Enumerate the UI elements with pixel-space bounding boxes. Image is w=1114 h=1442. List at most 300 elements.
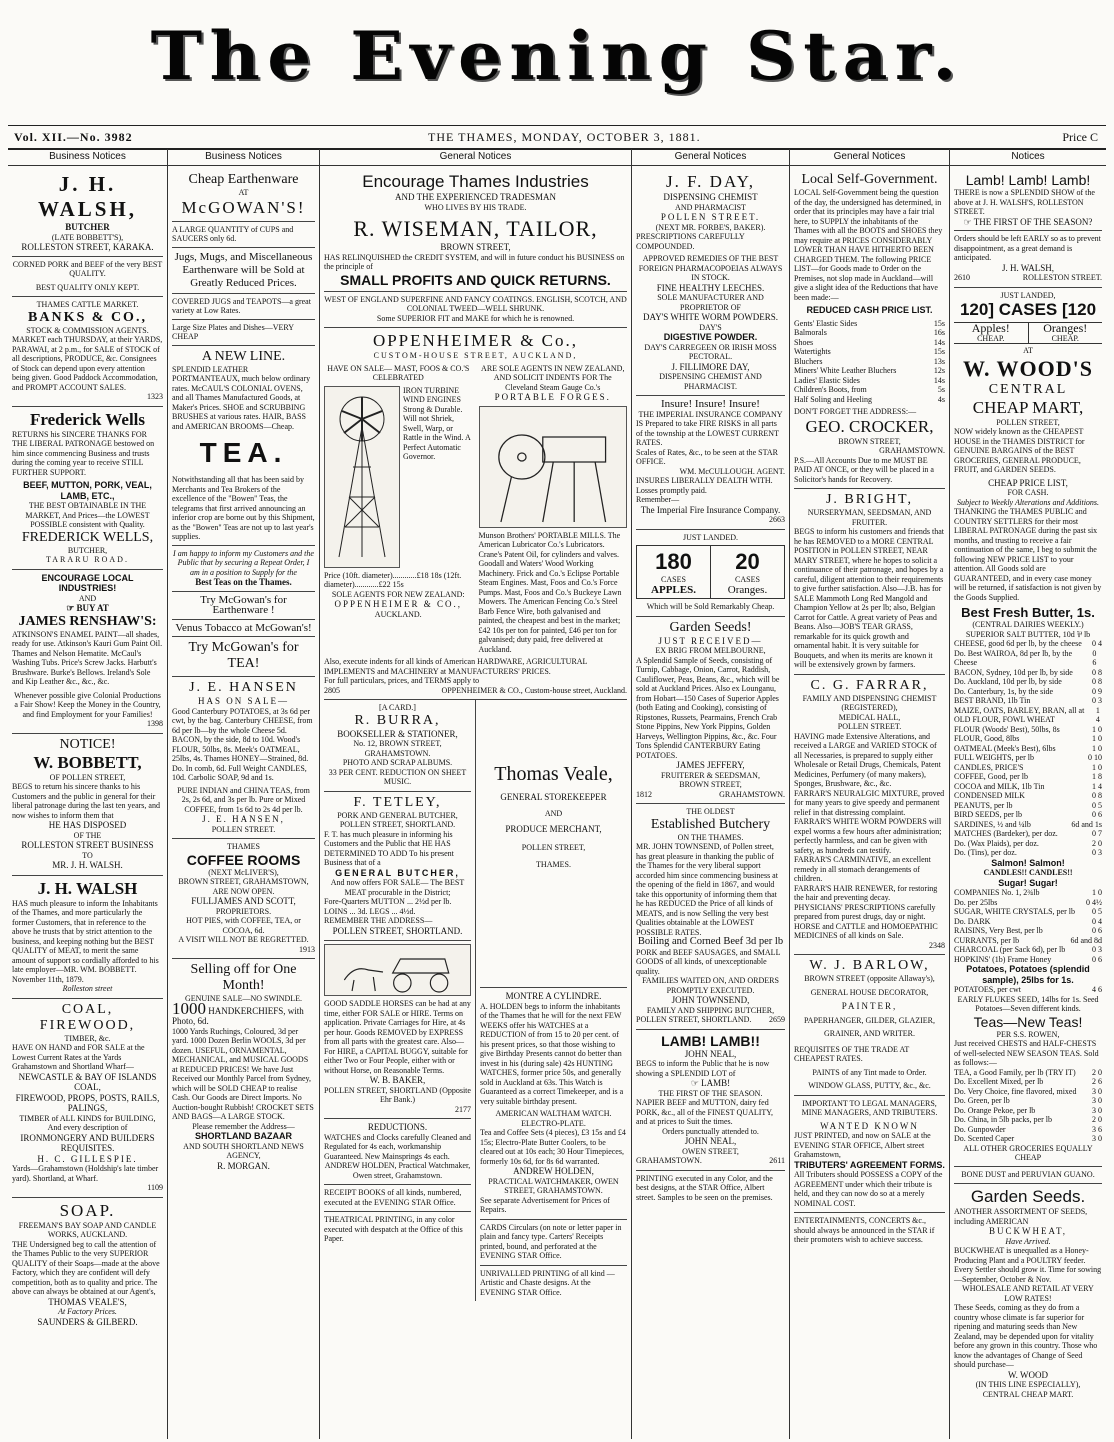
price-item: Do. (Tins), per doz. <box>954 848 1017 857</box>
price-value: 1 0 <box>1092 762 1102 772</box>
pointing-hand-icon: ☞ <box>963 216 974 227</box>
price-value: 0 3 <box>1092 848 1102 857</box>
ad-signature: J. H. WALSH, <box>1001 262 1055 273</box>
price-value: 0 4 <box>1092 639 1102 648</box>
ad-subtitle: NURSERYMAN, SEEDSMAN, AND FRUITER. <box>807 508 932 527</box>
ad-text: TIMBER of ALL KINDS for BUILDING, And every description of <box>19 1113 156 1132</box>
ad-body: IS Prepared to take FIRE RISKS in all parts of the township at the LOWEST CURRENT RATES. <box>636 419 779 447</box>
ad-text: See separate Advertisement for Prices of Repairs. <box>480 1195 610 1214</box>
ad-text: WHOLESALE AND RETAIL AT VERY LOW RATES! <box>962 1284 1094 1303</box>
price-row <box>954 1115 1102 1125</box>
ad-title: ENCOURAGE LOCAL INDUSTRIES! <box>41 572 134 593</box>
price-value: 2 0 <box>1092 1067 1102 1077</box>
price-item: OATMEAL (Meek's Best), 6lbs <box>954 743 1056 753</box>
ad-title: REDUCTIONS. <box>367 1122 428 1132</box>
ad-body: HAVING made Extensive Alterations, and received a LARGE and VARIED STOCK of all Necessaries, is prepared to supply either Wholesale or Retail Drugs, Chemicals, Patent Medicines, Perfumery (of many makers), Sponges, Brushware, &c., &c. <box>794 731 941 788</box>
ad-signature: OPPENHEIMER & CO., Custom-house street, Auckland. <box>441 685 627 695</box>
ad-hansen <box>172 677 315 839</box>
price-value: 1 0 <box>1092 724 1102 734</box>
ad-address: POLLEN STREET, SHORTLAND (Opposite Ehr Bank.) <box>324 1085 471 1104</box>
ad-text: 1000 <box>172 998 206 1018</box>
forge-icon <box>480 407 627 527</box>
ad-subtitle: CHEAP PRICE LIST, <box>988 477 1068 488</box>
ad-reductions <box>324 1119 471 1185</box>
ad-text: (IN THIS LINE ESPECIALLY), <box>975 1380 1081 1389</box>
ad-text: HOT PIES, with COFFEE, TEA, or COCOA, 6d. <box>186 916 301 935</box>
ad-text: SOLE AGENTS FOR NEW ZEALAND: <box>331 589 465 599</box>
ad-text: TO <box>82 850 93 860</box>
ad-address: BROWN STREET (opposite Allaway's), <box>804 974 935 983</box>
price-item: Watertights <box>794 347 831 356</box>
ad-subtitle: DISPENSING CHEMIST <box>663 192 758 202</box>
ad-text: FARRAR'S CARMINATIVE, an excellent remedy in all stomach derangements of children. <box>794 855 931 883</box>
price-row <box>954 706 1102 725</box>
ad-body: A LARGE QUANTITY of CUPS and SAUCERS only 6d. <box>172 224 294 243</box>
ad-title: SOAP. <box>59 1200 116 1220</box>
ad-coal <box>12 999 163 1198</box>
price-value: 0 9 <box>1092 686 1102 696</box>
ad-text: (CENTRAL DAIRIES WEEKLY.) <box>972 620 1084 629</box>
ad-wiseman <box>324 169 627 328</box>
ad-title: Cheap Earthenware <box>188 172 299 187</box>
ad-number: 2348 <box>929 940 945 950</box>
ad-signature: J. FILLIMORE DAY, <box>671 361 750 372</box>
ad-text: SUPERIOR SALT BUTTER, 10d ⅌ lb <box>965 629 1091 639</box>
ad-text: BUTCHER, <box>67 545 108 555</box>
ad-walsh-2 <box>12 876 163 999</box>
ad-text: THE FIRST OF THE SEASON. <box>658 1088 763 1098</box>
ad-body: BEGS to inform his customers and friends that he has REMOVED to a MORE CENTRAL POSITION in POLLEN STREET, NEAR MARY STREET, where he hopes to solicit a continuance of their patronage, and hopes by a careful, diligent attention to their requirements to give further satisfaction. Also—J.B. has for SALE Mammoth Long Red Mangold and Champion Yellow at 2s per lb; also, Belgian Carrot for Cattle. A great variety of Peas and Beans. Also—JOB'S TEAR GRASS, remarkable for its quick growth and ornamental habit. It is very suitable for Bouquets, and when its merits are known it will be extensively grown by farmers. <box>794 527 944 669</box>
price-item: Half Soling and Heeling <box>794 394 872 404</box>
ad-title: Insure! Insure! Insure! <box>661 398 760 410</box>
ad-text: Boiling and Corned Beef 3d per lb <box>637 936 784 947</box>
pointing-hand-icon: ☞ <box>690 1078 702 1088</box>
ad-renshaw <box>12 570 163 734</box>
price-item: COMPANIES No. 1, 2¾lb <box>954 888 1040 897</box>
ad-title: McGOWAN'S! <box>181 197 306 217</box>
sugar-price-list <box>954 888 1102 964</box>
ad-body: MARKET each THURSDAY, at their YARDS, PARAWAI, at 2 p.m., for SALE of STOCK of all descriptions, PRODUCE, &c. Consignees of Stock can depend upon every attention being given. Good Paddock Accommodation, and PROMPT ACCOUNT SALES. <box>12 335 163 392</box>
ad-text: FARRAR'S WHITE WORM POWDERS will expel worms a few hours after administration; perfectly harmless, and can be given with safety, as hundreds can testify. <box>794 817 942 855</box>
price-item: Bluchers <box>794 356 823 366</box>
ad-signature: OPPENHEIMER & CO., <box>334 599 462 609</box>
price-value: 0 8 <box>1092 791 1102 800</box>
price-value: 0 7 <box>1092 829 1102 838</box>
ad-text: AND <box>544 808 563 818</box>
ad-receipt-books <box>324 1185 471 1212</box>
ad-text: WINDOW GLASS, PUTTY, &c., &c. <box>808 1081 931 1090</box>
price-value: 1 0 <box>1092 734 1102 743</box>
grocery-price-list <box>954 639 1102 858</box>
ad-body: BUCKWHEAT is unequalled as a Honey-Producing Plant and a POULTRY feeder. Every Settler should grow it. Time for sowing—September, October & Nov. <box>954 1246 1102 1284</box>
ad-address: AUCKLAND. <box>374 609 422 619</box>
ad-text: Salmon! Salmon! <box>991 857 1065 868</box>
ad-title: Garden Seeds. <box>970 1187 1086 1206</box>
ad-text: GENERAL HOUSE DECORATOR, <box>810 987 929 997</box>
ad-text: Potatoes, Potatoes (splendid sample), 25lbs for 1s. <box>966 964 1090 985</box>
ad-text: OF THE <box>73 830 102 840</box>
ad-text: THE OLDEST <box>686 807 735 816</box>
ad-text: Which will be Sold Remarkably Cheap. <box>646 602 775 611</box>
ad-signature: WM. McCULLOUGH. AGENT. <box>679 466 785 476</box>
boot-price-list <box>794 319 945 405</box>
ad-text: P.S.—All Accounts Due to me MUST BE PAID AT ONCE, or they will be placed in a Solicitor's hands for Recovery. <box>794 455 934 484</box>
ad-text: NEWCASTLE & BAY OF ISLANDS COAL, <box>18 1071 157 1092</box>
ad-body: NOW widely known as the CHEAPEST HOUSE in the THAMES DISTRICT for GENUINE BARGAINS of the BEST GROCERIES, GENERAL PRODUCE, FRUIT, and GARDEN SEEDS. <box>954 427 1085 474</box>
price-row <box>954 1106 1102 1116</box>
column-heading: General Notices <box>632 149 789 166</box>
price-item: RAISINS, Very Best, per lb <box>954 926 1043 935</box>
ad-text: ARE SOLE AGENTS IN NEW ZEALAND, AND SOLICIT INDENTS FOR The Cleveland Steam Gauge Co.'s <box>481 363 625 392</box>
ad-body: Munson Brothers' PORTABLE MILLS. The American Lubricator Co.'s Lubricators. Crane's Patent Oil, for cylinders and valves. Goodall and Waters' Wood Working Machinery. Frick and Co.'s Eclipse Portable Steam Engines. Mast, Foos and Co.'s Force Pumps. Mast, Foos and Co.'s Buckeye Lawn Mowers. The American Fencing Co.'s Steel Barb Fence Wire, both galvanised and painted, the cheapest and best in the market; £42 10s per ton for painted, £46 per ton for galvanised; duty paid, free delivered at Auckland. <box>478 530 622 654</box>
ad-walsh-lamb <box>954 169 1102 288</box>
ad-body: Notwithstanding all that has been said by Merchants and Tea Brokers of the excellence of the "Bowen" Teas, the telegrams that first arrived announcing an inferior crop are borne out by this Shipment, as the "Bowen" Teas are not up to last year's supplies. <box>172 475 315 541</box>
ad-text: 20 <box>735 549 760 574</box>
price-item: TEA, a Good Family, per lb (TRY IT) <box>954 1067 1076 1077</box>
price-value: 1 4 <box>1095 705 1100 724</box>
ad-body: RECEIPT BOOKS of all kinds, numbered, executed at the EVENING STAR Office. <box>324 1188 462 1207</box>
ad-text: At Factory Prices. <box>58 1307 117 1316</box>
forge-illustration <box>479 406 628 528</box>
ad-subtitle: WANTED KNOWN <box>820 1120 919 1131</box>
ad-text: PHOTO AND SCRAP ALBUMS. <box>342 758 453 767</box>
ad-body: HAS much pleasure to inform the Inhabitants of the Thames, and more particularly the former Customers, that in reference to the above he trusts that by strict attention to the business, and keeping nothing but the BEST QUALITY of MEAT, to merit the same amount of support so cordially afforded to his late employer—MR. WM. BOBBETT. <box>12 898 159 974</box>
price-value: 3 0 <box>1092 1134 1102 1143</box>
ad-signature: J. E. HANSEN, <box>202 814 285 824</box>
price-item: CHARCOAL (per Sack 6d), per lb <box>954 945 1066 954</box>
ad-text: Subject to Weekly Alterations and Additions. <box>956 497 1100 507</box>
price-row <box>794 328 945 338</box>
price-item: Do. per 25lbs <box>954 897 998 907</box>
ad-body: PRINTING executed in any Color, and the best designs, at the STAR Office, Albert street. Samples to be seen on the premises. <box>636 1173 773 1202</box>
landed-oranges <box>710 546 784 598</box>
ad-body: THERE is now a SPLENDID SHOW of the above at J. H. WALSH'S, ROLLESTON STREET. <box>954 188 1095 216</box>
ad-barlow <box>794 955 945 1096</box>
ad-text: APPLES. <box>651 583 696 596</box>
ad-text: Scales of Rates, &c., to be seen at the STAR OFFICE. <box>636 447 778 466</box>
price-item: CANDLES, PRICE'S <box>954 762 1024 772</box>
ad-text: INSURES LIBERALLY DEALTH WITH. Losses promptly paid. <box>636 476 773 495</box>
price-row <box>954 926 1102 936</box>
column-heading: General Notices <box>790 149 949 166</box>
price-value: 0 6 <box>1092 954 1102 964</box>
ad-title: Thomas Veale, <box>494 763 613 785</box>
ad-text: THOMAS VEALE'S, <box>48 1296 127 1307</box>
ad-text: PRESCRIPTIONS CAREFULLY COMPOUNDED. <box>636 232 745 251</box>
ad-text: REMEMBER THE ADDRESS— <box>324 916 433 925</box>
ad-text: AND <box>78 593 97 603</box>
price-row <box>954 907 1102 917</box>
price-item: Do. DARK <box>954 916 991 926</box>
price-row <box>954 772 1102 782</box>
ad-text: [A CARD.] <box>379 703 416 712</box>
price-item: COCOA and MILK, 1lb Tin <box>954 781 1045 791</box>
ad-text: Orders should be left EARLY so as to prevent disappointment, as a great demand is anticipated. <box>954 234 1101 262</box>
price-item: Children's Boots, from <box>794 385 867 394</box>
ad-text: HE HAS DISPOSED <box>48 820 127 830</box>
ad-title: R. WISEMAN, TAILOR, <box>353 216 598 241</box>
column-heading: General Notices <box>320 149 631 166</box>
landed-boxes <box>636 545 785 599</box>
price-row <box>794 338 945 348</box>
carriage-illustration <box>324 944 471 996</box>
ad-text: FOR CASH. <box>1007 488 1049 497</box>
newspaper-title: The Evening Star. <box>150 17 964 95</box>
ad-title: LAMB! LAMB!! <box>661 1032 760 1049</box>
price-item: BIRD SEEDS, per lb <box>954 810 1022 819</box>
price-value: 0 5 <box>1092 800 1102 810</box>
price: Price C <box>1062 130 1098 144</box>
column-business-notices-1 <box>8 149 168 1439</box>
price-value: 16s <box>933 328 945 337</box>
price-value: 2 6 <box>1092 1077 1102 1086</box>
ad-title: J. H. WALSH, <box>37 172 138 221</box>
ad-text: CHEAP. <box>1051 333 1079 343</box>
ad-body: Tea and Coffee Sets (4 pieces), £3 15s and £4 15s; Electro-Plate Butter Coolers, to be cleared out at 10s each; 30 Hour Timepieces, formerly 10s 6d, for 8s 6d warranted. <box>480 1128 626 1166</box>
windmill-illustration <box>324 386 400 568</box>
price-item: MATCHES (Bardeker), per doz. <box>954 829 1058 838</box>
ad-text: Best Fresh Butter, 1s. <box>961 605 1095 620</box>
ad-title: J. E. HANSEN <box>189 680 298 695</box>
ad-title: J. F. DAY, <box>665 172 756 191</box>
ad-text: CHEAP. <box>977 333 1005 343</box>
price-value: 14s <box>933 375 945 385</box>
column-business-notices-2 <box>168 149 320 1439</box>
ad-text: Try McGowan's for TEA! <box>188 640 299 671</box>
ad-number: 1109 <box>147 1183 163 1192</box>
ad-text: APPROVED REMEDIES OF THE BEST FOREIGN PHARMACOPOEIAS ALWAYS IN STOCK. <box>638 254 783 282</box>
ad-title: OPPENHEIMER & Co., <box>372 331 579 350</box>
ad-title: W. J. BARLOW, <box>809 958 930 973</box>
price-item: BACON, Sydney, 10d per lb, by side <box>954 667 1073 677</box>
ad-subtitle: BOOKSELLER & STATIONER, <box>337 728 458 739</box>
ad-text: WEST OF ENGLAND SUPERFINE AND FANCY COATINGS. ENGLISH, SCOTCH, AND COLONIAL TWEED—WELL SHRUNK. <box>324 294 627 313</box>
ad-text: HORSE and CATTLE and HOMOEPATHIC MEDICINES of all kinds on Sale. <box>794 921 938 940</box>
price-value: 4s <box>937 394 945 404</box>
ad-text: Fore-Quarters MUTTON ... 2½d per lb. LOINS ... 3d. LEGS ... 4½d. <box>324 897 452 916</box>
ad-text <box>12 603 163 614</box>
ad-text: SOLE MANUFACTURER AND PROPRIETOR OF <box>657 293 764 312</box>
price-row <box>954 725 1102 735</box>
ad-text: FINE HEALTHY LEECHES. <box>656 282 765 293</box>
ad-text: Please remember the Address— <box>192 1121 295 1131</box>
price-row <box>954 649 1102 668</box>
ad-body: ANOTHER ASSORTMENT OF SEEDS, including AMERICAN <box>954 1207 1088 1226</box>
ad-date: November 11th, 1879. <box>12 974 84 984</box>
ad-title: MONTRE A CYLINDRE. <box>505 991 602 1001</box>
price-item: Do. Orange Pekoe, per lb <box>954 1105 1036 1115</box>
ad-text: SHORTLAND BAZAAR <box>195 1131 292 1141</box>
price-value: 5s <box>937 385 945 394</box>
ad-text: CENTRAL CHEAP MART. <box>982 1389 1074 1399</box>
price-item: Do. Gunpowder <box>954 1124 1006 1134</box>
price-item: Shoes <box>794 337 814 347</box>
price-row <box>954 1077 1102 1087</box>
ad-text: HANDKERCHIEFS, with Photo, 6d. <box>172 1005 304 1026</box>
ad-text: BUY AT <box>76 603 109 613</box>
price-value: 0 10 <box>1088 753 1102 762</box>
price-value: 3 0 <box>1092 1105 1102 1115</box>
ad-address: POLLEN STREET. <box>660 212 761 222</box>
ad-text: REQUISITES OF THE TRADE AT CHEAPEST RATES. <box>794 1044 910 1063</box>
ad-neal <box>636 1030 785 1171</box>
ad-signature: JAMES JEFFERY, <box>676 760 745 770</box>
ad-title: PORTABLE FORGES. <box>494 392 611 402</box>
ad-subtitle: TIMBER, &c. <box>64 1033 111 1043</box>
price-value: 1 4 <box>1092 781 1102 791</box>
ad-shortland-bazaar <box>172 959 315 1175</box>
ad-body: BEGS to return his sincere thanks to his Customers and the public in general for their liberal patronage during the last ten years, and now wishes to inform them that <box>12 782 160 820</box>
price-item: Do. Best WAIROA, 8d per lb, by the Cheese <box>954 648 1073 667</box>
column-heading: Business Notices <box>168 149 319 166</box>
price-value: 6d and 8d <box>1070 935 1102 945</box>
price-row <box>954 791 1102 801</box>
ad-body: SPLENDID LEATHER PORTMANTEAUX, much below ordinary rates. McCAUL'S COLONIAL OVENS, and all Thames Manufactured Goods, at Maker's Prices. SHOE and SCRUBBING BRUSHES at various rates. HAIR, BASS and AMERICAN BROOMS—Cheap. <box>172 364 311 431</box>
ad-text: And now offers FOR SALE— The BEST MEAT procurable in the District; <box>330 878 465 897</box>
ad-text: SMALL PROFITS AND QUICK RETURNS. <box>340 271 611 288</box>
ad-veale <box>480 700 627 988</box>
price-value: 0 6 <box>1092 926 1102 935</box>
ad-text: Sugar! Sugar! <box>998 877 1058 888</box>
column-general-notices-3 <box>790 149 950 1439</box>
ad-text: GENERAL BUTCHER, <box>335 867 460 878</box>
price-value: 0 6 <box>1092 810 1102 819</box>
ad-text: (LATE BOBBETT'S), <box>51 232 124 242</box>
ad-address: BROWN STREET, <box>440 242 511 252</box>
ad-title: NOTICE! <box>59 736 116 752</box>
ad-body: THE Undersigned beg to call the attention of the Thames Public to the very SUPERIOR QUALITY of their Soaps—made at the above Factory, which they are confident will defy competition, both as to quality and price. The above can always be obtained at our Agent's, <box>12 1239 160 1296</box>
price-row <box>954 1087 1102 1097</box>
ad-text: THAMES <box>227 842 260 851</box>
ad-subtitle: FREEMAN'S BAY SOAP AND CANDLE WORKS, AUCKLAND. <box>18 1220 157 1239</box>
ad-text: ROLLESTON STREET BUSINESS <box>21 840 154 850</box>
price-row <box>954 677 1102 687</box>
ad-text: MR. J. H. WALSH. <box>52 860 123 870</box>
price-item: MAIZE, OATS, BARLEY, BRAN, all at OLD FLOUR, FOWL WHEAT <box>954 705 1085 724</box>
ad-signature: ANDREW HOLDEN, Practical Watchmaker, Owen street, Grahamstown. <box>324 1161 471 1180</box>
ad-number: 1812 <box>636 789 652 799</box>
price-row <box>954 1125 1102 1135</box>
price-item: Do. Scented Caper <box>954 1134 1015 1143</box>
ad-body: Just received CHESTS and HALF-CHESTS of well-selected NEW SEASON TEAS. Sold as follows:— <box>954 1039 1099 1067</box>
ad-address: POLLEN STREET. <box>837 722 902 731</box>
price-value: 1 0 <box>1092 743 1102 753</box>
price-value: 2 0 <box>1092 838 1102 848</box>
ad-signature: JOHN NEAL, <box>684 1136 737 1146</box>
ad-address: POLLEN STREET, SHORTLAND. <box>332 925 463 936</box>
ad-text: PRACTICAL WATCHMAKER, OWEN STREET, GRAHAMSTOWN. <box>488 1176 619 1195</box>
ad-text: Yards—Grahamstown (Holdship's late timber yard). Shortland, at Wharf. <box>12 1164 159 1183</box>
price-item: FLOUR, Good, 8lbs <box>954 734 1020 743</box>
ad-title: F. TETLEY, <box>353 794 442 810</box>
ad-text: Also, execute indents for all kinds of American HARDWARE, AGRICULTURAL IMPLEMENTS and MACHINERY at MANUFACTURERS' PRICES. <box>324 657 588 676</box>
ad-address: BROWN STREET, <box>838 436 901 446</box>
ad-title: COFFEE ROOMS <box>186 851 301 868</box>
ad-body: GOOD SADDLE HORSES can be had at any time, either FOR SALE or HIRE. Terms on application. Private Carriages for Hire, at 4s per hour. Goods REMOVED by EXPRESS from all parts with the greatest care. Also— For HIRE, a CAPITAL BUGGY, suitable for either Two or Four People, either with or without Horse, on Reasonable Terms. <box>324 999 471 1075</box>
ad-address: CUSTOM-HOUSE STREET, AUCKLAND, <box>373 351 578 360</box>
ad-text: 180 <box>655 549 692 574</box>
ad-just-landed <box>636 530 785 617</box>
sub-column-left <box>324 700 476 1301</box>
price-row <box>954 687 1102 697</box>
ad-title: COAL, FIREWOOD, <box>39 1001 136 1033</box>
ad-text: THE FIRST OF THE SEASON? <box>973 216 1093 227</box>
ad-body: WATCHES and Clocks carefully Cleaned and Regulated for 4s each, workmanship Guaranteed. New Mainsprings 4s each. <box>324 1132 471 1161</box>
price-row <box>954 668 1102 678</box>
price-row <box>954 763 1102 773</box>
ad-signature: W. WOOD <box>1008 1369 1048 1380</box>
ad-text: TRIBUTERS' AGREEMENT FORMS. <box>794 1159 945 1170</box>
price-item: Do. Very Choice, fine flavored, mixed <box>954 1086 1077 1096</box>
price-item: HOPKINS' (1b) Frame Honey <box>954 954 1052 964</box>
ad-mcgowan <box>172 169 315 677</box>
ad-body: THANKING the THAMES PUBLIC and COUNTRY SETTLERS for their most LIBERAL PATRONAGE during the past six months, and trusting to receive a fair continuation of the same, I beg to submit the following NEW PRICE LIST to your attention. All Goods sold are GUARANTEED, and in every case money will be returned, if satisfaction is not given by the Goods Supplied. <box>954 507 1102 602</box>
price-value: 0 4½ <box>1086 897 1102 907</box>
ad-text: HAVE ON SALE— MAST, FOOS & CO.'S CELEBRATED <box>327 363 470 382</box>
ad-body: RETURNS his SINCERE THANKS FOR THE LIBERAL PATRONAGE bestowed on him since commencing Business and trusts during the coming year to receive STILL FURTHER SUPPORT. <box>12 429 155 477</box>
ad-subtitle: STOCK & COMMISSION AGENTS. <box>26 325 149 335</box>
ad-text: THE BEST OBTAINABLE IN THE MARKET, And Prices—the LOWEST POSSIBLE consistent with Quality. <box>25 501 150 529</box>
ad-body: ENTERTAINMENTS, CONCERTS &c., should always be announced in the STAR if their promoters wish to achieve success. <box>794 1216 935 1244</box>
price-value: 12s <box>933 366 945 375</box>
ad-subtitle: WHO LIVES BY HIS TRADE. <box>424 202 527 212</box>
ad-bobbett <box>12 734 163 876</box>
ad-text: COVERED JUGS and TEAPOTS—a great variety at Low Rates. <box>172 296 311 315</box>
price-row <box>954 898 1102 908</box>
volume-number: Vol. XII.—No. 3982 <box>14 130 133 144</box>
price-item: PEANUTS, per lb <box>954 800 1013 810</box>
ad-wood-mart <box>954 288 1102 1185</box>
ad-signature: FREDERICK WELLS, <box>21 529 154 545</box>
ad-printing <box>636 1171 785 1207</box>
ad-title: Lamb! Lamb! Lamb! <box>965 172 1091 188</box>
ad-text: DIGESTIVE POWDER. <box>663 332 758 342</box>
ad-title: Local Self-Government. <box>801 172 938 187</box>
price-value: 0 8 <box>1092 677 1102 686</box>
ad-text: BEST QUALITY ONLY KEPT. <box>35 282 140 292</box>
price-row <box>954 1068 1102 1078</box>
ad-title: Frederick Wells <box>29 409 146 429</box>
sub-column-right <box>476 700 627 1301</box>
ad-number: 2610 <box>954 273 970 282</box>
ad-title: TEA. <box>199 437 288 468</box>
ad-entertainments <box>794 1213 945 1249</box>
ad-subtitle: REDUCED CASH PRICE LIST. <box>806 305 933 315</box>
price-item: Do. Canterbury, 1s, by the side <box>954 686 1054 696</box>
ad-text: CHEAP MART, <box>972 397 1084 417</box>
ad-jeffery-seeds <box>636 617 785 805</box>
ad-text: PORK and BEEF SAUSAGES, and SMALL GOODS of all kinds, of unexceptionable quality. <box>636 947 781 976</box>
ad-subtitle: (NEXT McLIVER'S), <box>208 867 279 877</box>
price-item: Do. (Wax Plaids), per doz. <box>954 838 1039 848</box>
price-value: 0 5 <box>1092 907 1102 916</box>
ad-body: These Seeds, coming as they do from a country whose climate is far superior for ripening and maturing seeds than New Zealand, may be depended upon for vitality before any grown in this country. Those who know the advantages of Change of Seed should purchase— <box>954 1303 1098 1369</box>
price-row <box>794 357 945 367</box>
price-item: FULL WEIGHTS, per lb <box>954 753 1034 762</box>
ad-text: CANDLES!! CANDLES!! <box>983 868 1073 877</box>
dateline <box>8 125 1106 150</box>
issue-date: THE THAMES, MONDAY, OCTOBER 3, 1881. <box>428 130 701 144</box>
ad-address: ROLLESTON STREET, KARAKA. <box>21 242 154 252</box>
ad-title: Selling off for One Month! <box>190 962 297 993</box>
price-item: Do. Excellent Mixed, per lb <box>954 1077 1044 1086</box>
ad-address: GRAHAMSTOWN. <box>719 789 785 799</box>
ad-tetley <box>324 792 471 942</box>
price-value: 1 0 <box>1092 888 1102 897</box>
ad-text: Oranges. <box>727 583 768 596</box>
price-row <box>954 820 1102 830</box>
price-row <box>954 810 1102 820</box>
